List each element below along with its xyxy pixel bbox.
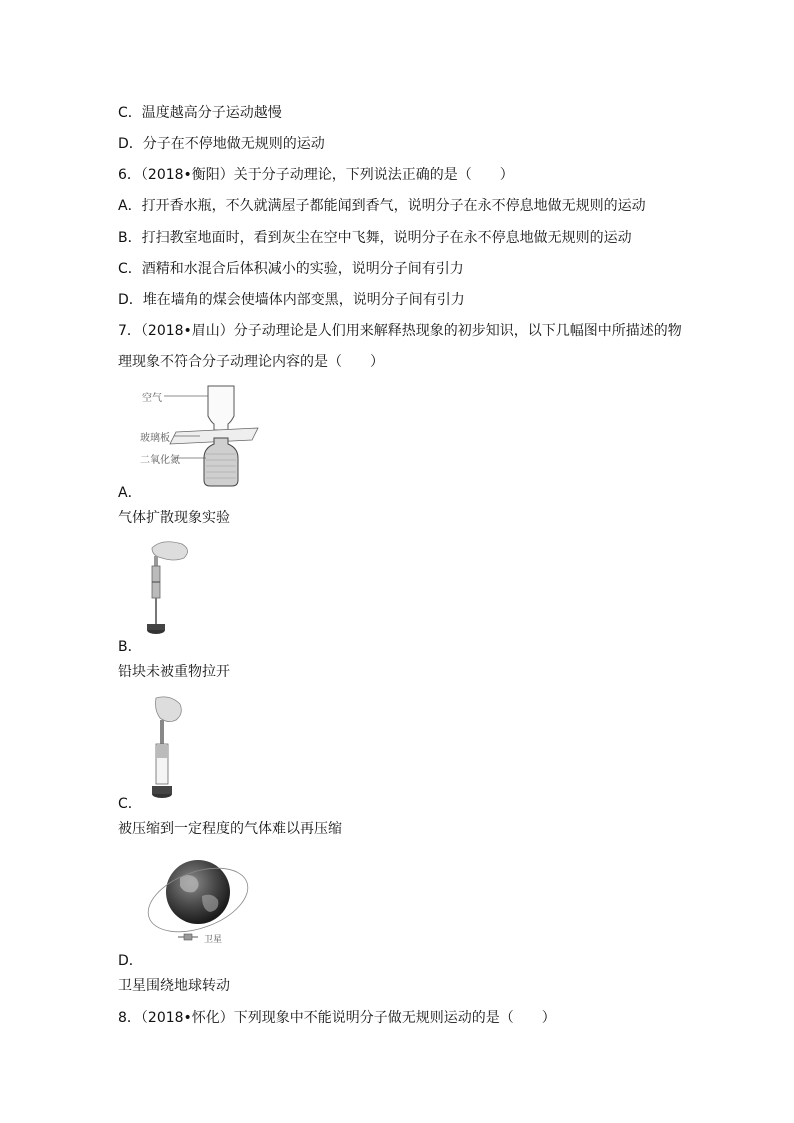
q7-option-a-caption: 气体扩散现象实验 xyxy=(118,510,230,526)
q7-option-d-caption: 卫星围绕地球转动 xyxy=(118,978,230,994)
q7-stem-line1: 7．（2018•眉山）分子动理论是人们用来解释热现象的初步知识，以下几幅图中所描述的物 xyxy=(118,323,682,339)
q7-option-c-letter: C． xyxy=(118,796,142,812)
q7-option-c-caption: 被压缩到一定程度的气体难以再压缩 xyxy=(118,821,342,837)
q5-option-d: D．分子在不停地做无规则的运动 xyxy=(118,136,325,152)
air-label: 空气 xyxy=(142,393,162,404)
q7-option-d-letter: D． xyxy=(118,953,143,969)
satellite-earth-figure xyxy=(140,852,250,952)
q7-stem-line2: 理现象不符合分子动理论内容的是（ ） xyxy=(118,354,384,370)
lead-blocks-figure xyxy=(140,538,200,638)
q6-option-b: B．打扫教室地面时，看到灰尘在空中飞舞，说明分子在永不停息地做无规则的运动 xyxy=(118,230,632,246)
q7-option-b-caption: 铅块未被重物拉开 xyxy=(118,664,230,680)
q8-stem: 8．（2018•怀化）下列现象中不能说明分子做无规则运动的是（ ） xyxy=(118,1010,556,1026)
q6-option-d: D．堆在墙角的煤会使墙体内部变黑，说明分子间有引力 xyxy=(118,292,465,308)
satellite-label: 卫星 xyxy=(204,935,223,945)
glass-plate-label: 玻璃板 xyxy=(140,433,170,444)
no2-label: 二氧化氮 xyxy=(140,455,180,466)
q6-stem: 6．（2018•衡阳）关于分子动理论，下列说法正确的是（ ） xyxy=(118,167,514,183)
q7-option-b-letter: B． xyxy=(118,639,142,655)
q7-option-a-letter: A． xyxy=(118,485,142,501)
q5-option-c: C．温度越高分子运动越慢 xyxy=(118,105,282,121)
q6-option-c: C．酒精和水混合后体积减小的实验，说明分子间有引力 xyxy=(118,261,464,277)
q6-option-a: A．打开香水瓶，不久就满屋子都能闻到香气，说明分子在永不停息地做无规则的运动 xyxy=(118,198,646,214)
gas-diffusion-figure xyxy=(140,380,270,490)
compressed-gas-figure xyxy=(140,694,200,804)
